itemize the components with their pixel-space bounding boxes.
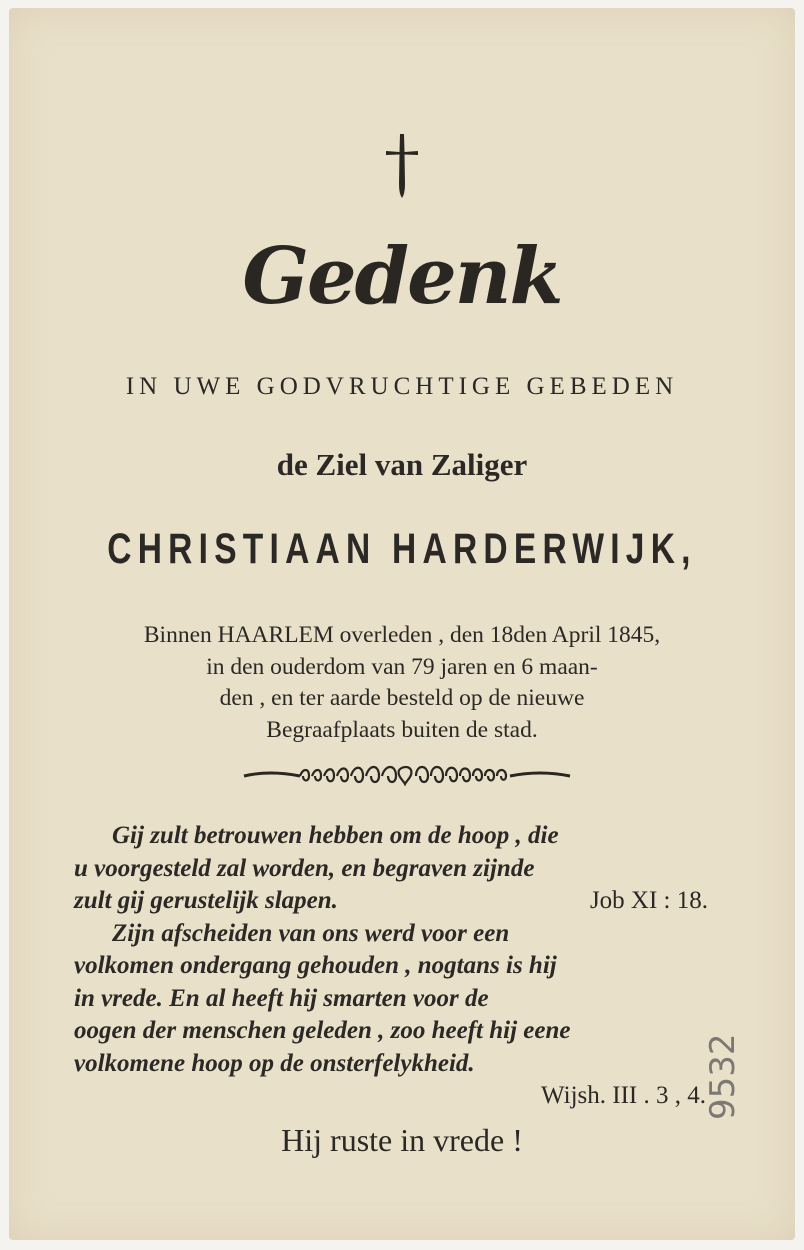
deceased-name: CHRISTIAAN HARDERWIJK, bbox=[107, 525, 697, 573]
verse-line: volkomen ondergang gehouden , nogtans is hij bbox=[74, 952, 557, 979]
verse-line: volkomene hoop op de onsterfelykheid. bbox=[74, 1049, 475, 1077]
handwritten-catalog-number bbox=[708, 1080, 738, 1120]
verse-reference: Wijsh. III . 3 , 4. bbox=[541, 1082, 706, 1109]
prayer-line: IN UWE GODVRUCHTIGE GEBEDEN bbox=[125, 373, 679, 400]
verse-line: Gij zult betrouwen hebben om de hoop , die bbox=[112, 822, 559, 849]
verse-line: zult gij gerustelijk slapen. Job XI : 18. bbox=[74, 885, 742, 918]
ornament-divider-icon bbox=[240, 762, 574, 796]
verse-line: u voorgesteld zal worden, en begraven zijnde bbox=[74, 854, 535, 882]
death-details bbox=[0, 620, 804, 746]
details-line: Begraafplaats buiten de stad. bbox=[266, 716, 538, 743]
soul-line: de Ziel van Zaliger bbox=[276, 447, 528, 482]
gedenk-heading: Gedenk bbox=[242, 231, 562, 322]
verse-line: Zijn afscheiden van ons werd voor een bbox=[112, 919, 510, 947]
closing-blessing: Hij ruste in vrede ! bbox=[281, 1122, 523, 1158]
details-line: Binnen HAARLEM overleden , den 18den April 1845, bbox=[143, 622, 661, 648]
cross-icon bbox=[0, 132, 804, 204]
verse-reference: Job XI : 18. bbox=[589, 887, 708, 914]
scripture-verses bbox=[74, 820, 742, 1113]
verse-line: in vrede. En al heeft hij smarten voor de bbox=[74, 984, 489, 1012]
details-line: den , en ter aarde besteld op de nieuwe bbox=[219, 685, 585, 711]
verse-line: oogen der menschen geleden , zoo heeft hij eene bbox=[74, 1017, 571, 1044]
details-line: in den ouderdom van 79 jaren en 6 maan- bbox=[206, 653, 598, 680]
